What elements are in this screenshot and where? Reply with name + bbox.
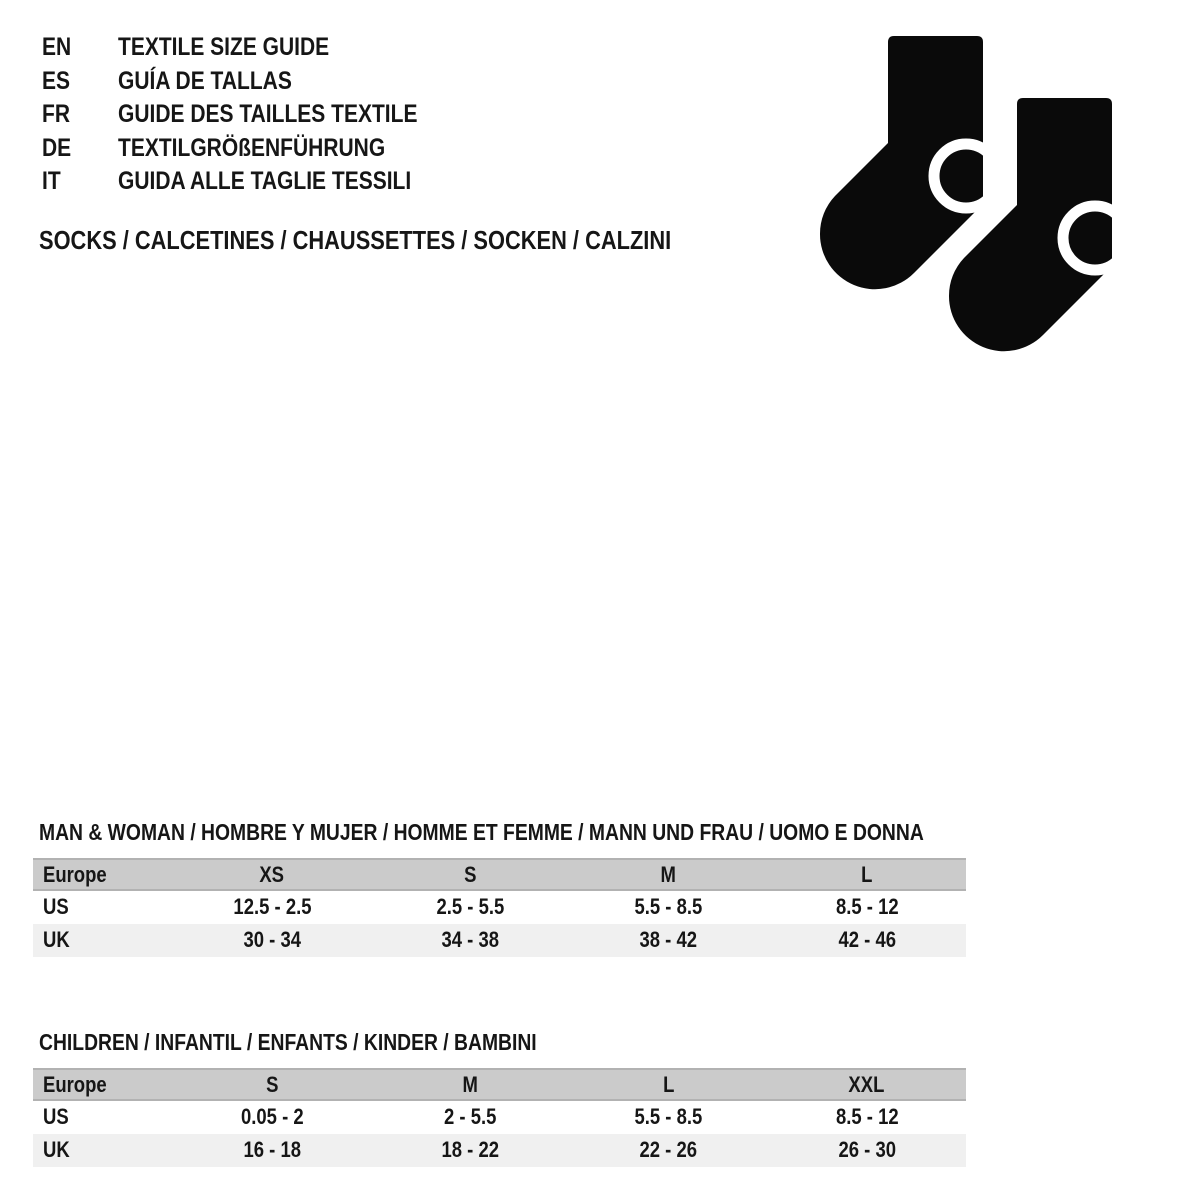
socks-icon — [818, 36, 1138, 356]
cell — [173, 1134, 371, 1168]
row-label — [33, 924, 173, 958]
cell-value: 38 - 42 — [639, 927, 698, 953]
cell — [569, 1134, 767, 1168]
cell-value: 2.5 - 5.5 — [436, 894, 505, 920]
row-label — [33, 1100, 173, 1134]
language-code: DE — [42, 133, 72, 162]
cell — [768, 924, 966, 958]
language-title: TEXTILE SIZE GUIDE — [118, 33, 330, 62]
header-row — [33, 859, 966, 890]
cell — [371, 1134, 569, 1168]
cell-value: 5.5 - 8.5 — [634, 894, 703, 920]
cell — [569, 890, 767, 924]
children-size-section — [33, 1029, 966, 1167]
cell — [569, 1100, 767, 1134]
cell — [768, 890, 966, 924]
language-title: GUIDA ALLE TAGLIE TESSILI — [118, 167, 412, 196]
cell-value: 8.5 - 12 — [835, 894, 899, 920]
man-woman-table-title — [33, 819, 966, 845]
language-title: GUIDE DES TAILLES TEXTILE — [118, 100, 418, 129]
language-row-en — [42, 31, 475, 65]
row-label-text: UK — [43, 927, 70, 953]
children-size-table — [33, 1068, 966, 1167]
col-header-xxl — [768, 1069, 966, 1100]
cell-value: 0.05 - 2 — [240, 1104, 304, 1130]
table-row-uk — [33, 924, 966, 958]
language-title: TEXTILGRÖßENFÜHRUNG — [118, 133, 386, 162]
man-woman-size-section — [33, 819, 966, 957]
language-title: GUÍA DE TALLAS — [118, 66, 292, 95]
col-header-xs — [173, 859, 371, 890]
children-table-title-text: CHILDREN / INFANTIL / ENFANTS / KINDER / BAMBINI — [39, 1029, 537, 1055]
man-woman-table-body — [33, 890, 966, 957]
col-header-m — [569, 859, 767, 890]
col-header-label: M — [660, 861, 677, 887]
cell — [371, 890, 569, 924]
cell-value: 22 - 26 — [639, 1137, 698, 1163]
cell-value: 2 - 5.5 — [444, 1104, 497, 1130]
man-woman-size-table — [33, 858, 966, 957]
col-header-m — [371, 1069, 569, 1100]
col-header-label: Europe — [43, 1071, 107, 1097]
language-code: FR — [42, 100, 70, 129]
col-header-label: Europe — [43, 861, 107, 887]
language-row-fr — [42, 98, 475, 132]
col-header-l — [768, 859, 966, 890]
col-header-label: XS — [259, 861, 285, 887]
col-header-label: M — [462, 1071, 479, 1097]
cell-value: 26 - 30 — [838, 1137, 896, 1163]
category-heading — [39, 224, 792, 256]
row-label — [33, 890, 173, 924]
cell-value: 12.5 - 2.5 — [233, 894, 312, 920]
cell — [173, 890, 371, 924]
language-row-es — [42, 65, 475, 99]
cell-value: 42 - 46 — [838, 927, 896, 953]
language-code: IT — [42, 167, 61, 196]
cell-value: 18 - 22 — [441, 1137, 500, 1163]
row-label-text: US — [43, 894, 69, 920]
row-label — [33, 1134, 173, 1168]
language-title-list — [42, 31, 475, 199]
man-woman-table-title-text: MAN & WOMAN / HOMBRE Y MUJER / HOMME ET FEMME / MANN UND FRAU / UOMO E DONNA — [39, 819, 924, 845]
children-table-title — [33, 1029, 966, 1055]
children-table-body — [33, 1100, 966, 1167]
cell-value: 30 - 34 — [243, 927, 301, 953]
cell — [768, 1134, 966, 1168]
table-row-us — [33, 890, 966, 924]
col-header-label: S — [464, 861, 477, 887]
cell — [371, 1100, 569, 1134]
table-row-uk — [33, 1134, 966, 1168]
cell-value: 16 - 18 — [243, 1137, 301, 1163]
header-row — [33, 1069, 966, 1100]
cell-value: 5.5 - 8.5 — [634, 1104, 703, 1130]
children-table-head — [33, 1069, 966, 1100]
language-code: ES — [42, 66, 71, 95]
cell — [173, 1100, 371, 1134]
col-header-europe — [33, 1069, 173, 1100]
row-label-text: UK — [43, 1137, 70, 1163]
language-row-de — [42, 132, 475, 166]
man-woman-table-head — [33, 859, 966, 890]
cell — [371, 924, 569, 958]
col-header-s — [173, 1069, 371, 1100]
table-row-us — [33, 1100, 966, 1134]
col-header-l — [569, 1069, 767, 1100]
cell — [173, 924, 371, 958]
language-code: EN — [42, 33, 72, 62]
category-heading-text: SOCKS / CALCETINES / CHAUSSETTES / SOCKEN / CALZINI — [39, 224, 672, 255]
cell — [569, 924, 767, 958]
col-header-label: S — [265, 1071, 279, 1097]
cell-value: 8.5 - 12 — [835, 1104, 899, 1130]
col-header-s — [371, 859, 569, 890]
col-header-label: L — [861, 861, 873, 887]
col-header-europe — [33, 859, 173, 890]
cell — [768, 1100, 966, 1134]
row-label-text: US — [43, 1104, 69, 1130]
col-header-label: L — [662, 1071, 675, 1097]
col-header-label: XXL — [848, 1071, 885, 1097]
cell-value: 34 - 38 — [441, 927, 500, 953]
language-row-it — [42, 165, 475, 199]
